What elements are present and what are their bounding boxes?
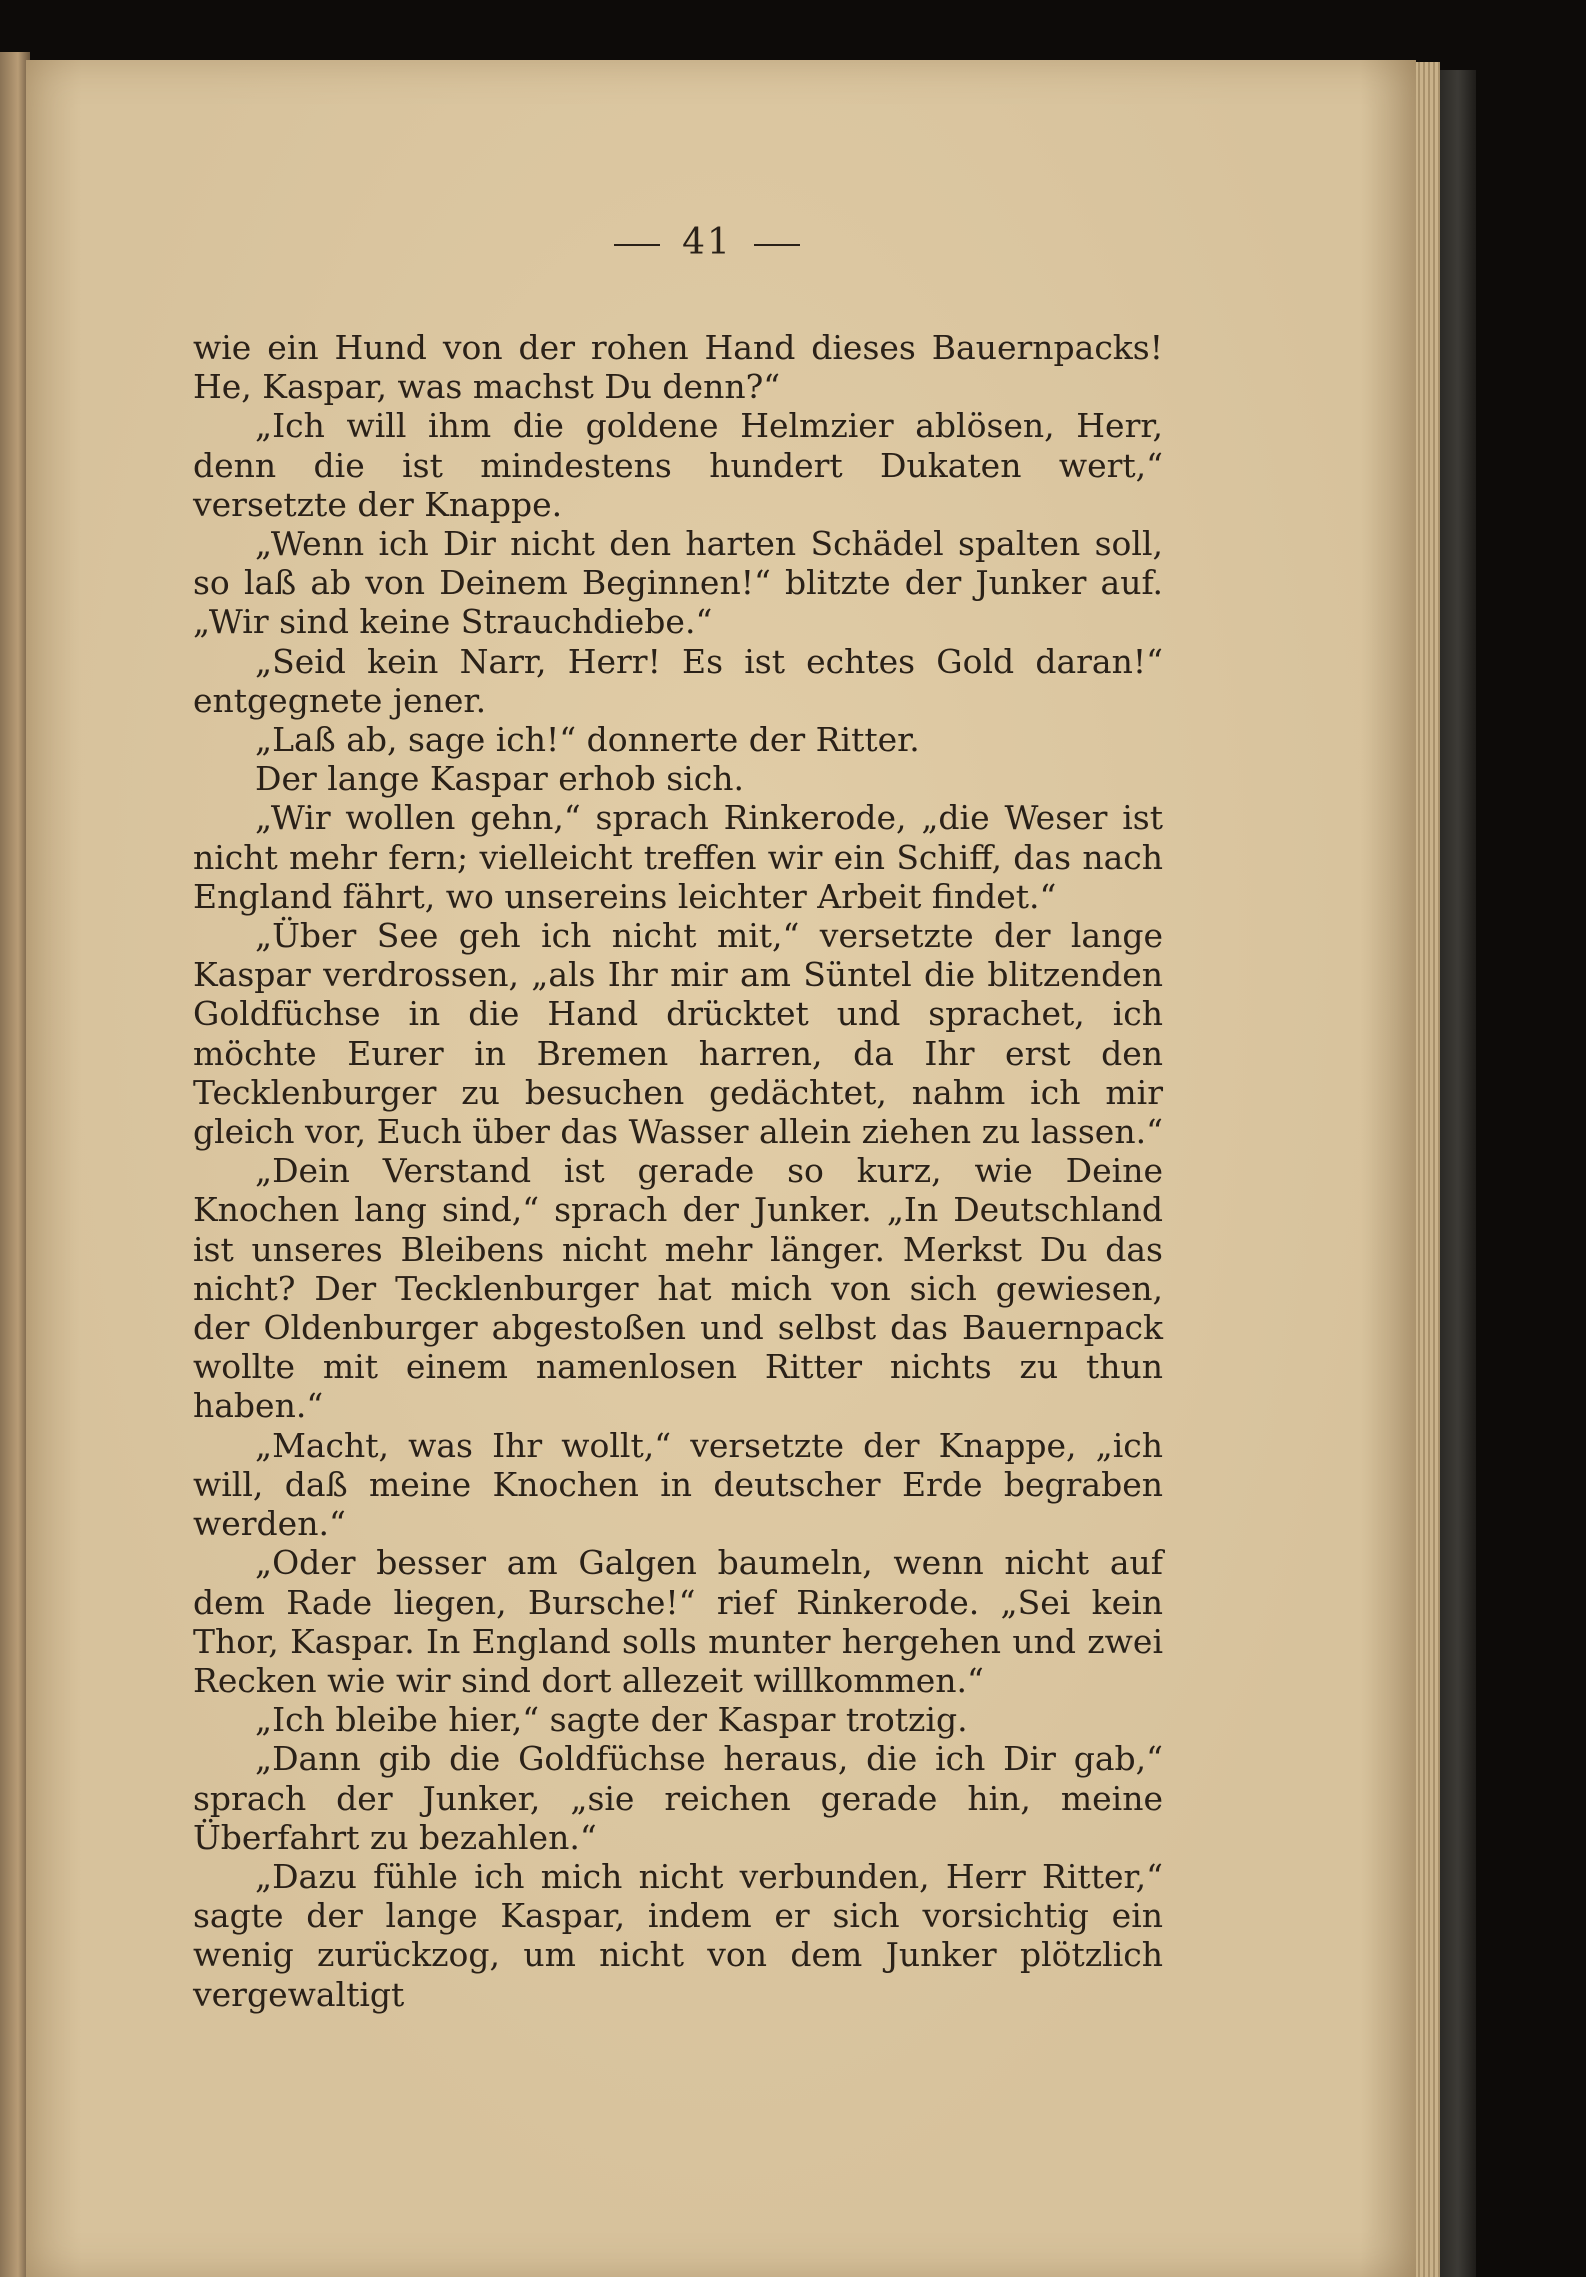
paragraph: „Über See geh ich nicht mit,“ versetzte der lange Kaspar verdrossen, „als Ihr mir am Süntel die blitzenden Goldfüchse in die Hand drücktet und sprachet, ich möchte Eurer in Bremen harren, da Ihr erst den Tecklenburger zu besuchen gedächtet, nahm ich mir gleich vor, Euch über das Wasser allein ziehen zu lassen.“ <box>193 916 1163 1152</box>
paragraph: „Macht, was Ihr wollt,“ versetzte der Knappe, „ich will, daß meine Knochen in deutscher Erde begraben werden.“ <box>193 1425 1163 1544</box>
paragraph: „Oder besser am Galgen baumeln, wenn nicht auf dem Rade liegen, Bursche!“ rief Rinkerode. „Sei kein Thor, Kaspar. In England solls munter hergehen und zwei Recken wie wir sind dort allezeit willkommen.“ <box>193 1543 1163 1700</box>
page-number-value: 41 <box>682 222 732 263</box>
page-number <box>0 222 1414 263</box>
paragraph: „Wir wollen gehn,“ sprach Rinkerode, „die Weser ist nicht mehr fern; vielleicht treffen wir ein Schiff, das nach England fährt, wo unsereins leichter Arbeit findet.“ <box>193 798 1163 916</box>
paragraph: „Ich will ihm die goldene Helmzier ablösen, Herr, denn die ist mindestens hundert Dukaten wert,“ versetzte der Knappe. <box>193 406 1163 524</box>
paragraph: Der lange Kaspar erhob sich. <box>255 759 744 799</box>
paragraph: „Dein Verstand ist gerade so kurz, wie Deine Knochen lang sind,“ sprach der Junker. „In Deutschland ist unseres Bleibens nicht mehr länger. Merkst Du das nicht? Der Tecklenburger hat mich von sich gewiesen, der Oldenburger abgestoßen und selbst das Bauernpack wollte mit einem namenlosen Ritter nichts zu thun haben.“ <box>193 1151 1163 1426</box>
paragraph: „Dazu fühle ich mich nicht verbunden, Herr Ritter,“ sagte der lange Kaspar, indem er sich vorsichtig ein wenig zurückzog, um nicht von dem Junker plötzlich vergewaltigt <box>193 1856 1163 2014</box>
paragraph: „Wenn ich Dir nicht den harten Schädel spalten soll, so laß ab von Deinem Beginnen!“ blitzte der Junker auf. „Wir sind keine Strauchdiebe.“ <box>193 524 1163 642</box>
paragraph: „Dann gib die Goldfüchse heraus, die ich Dir gab,“ sprach der Junker, „sie reichen gerade hin, meine Überfahrt zu bezahlen.“ <box>193 1739 1163 1857</box>
paragraph: wie ein Hund von der rohen Hand dieses Bauernpacks! He, Kaspar, was machst Du denn?“ <box>193 328 1163 407</box>
paragraph: „Seid kein Narr, Herr! Es ist echtes Gold daran!“ entgegnete jener. <box>193 641 1163 720</box>
paragraph: „Laß ab, sage ich!“ donnerte der Ritter. <box>255 720 920 760</box>
page-number-dash-left <box>614 244 660 246</box>
body-text <box>193 328 1163 2014</box>
page-number-dash-right <box>754 244 800 246</box>
book-spine <box>1440 70 1476 2277</box>
paragraph: „Ich bleibe hier,“ sagte der Kaspar trotzig. <box>255 1700 968 1740</box>
